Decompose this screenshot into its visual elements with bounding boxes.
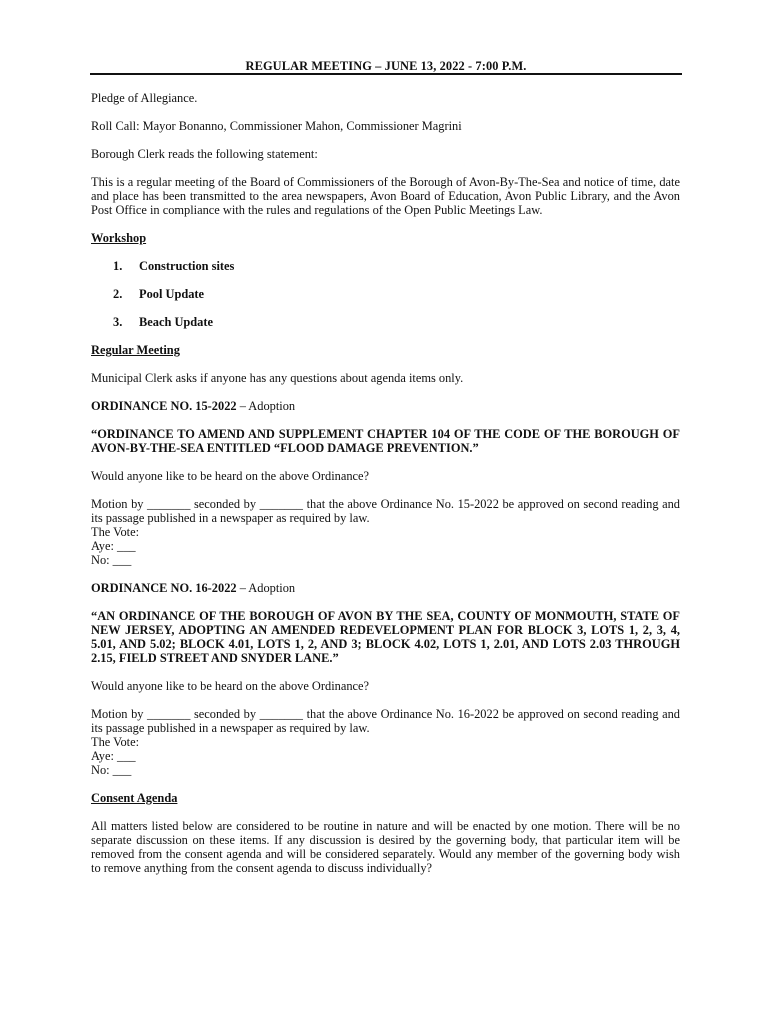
consent-agenda-heading: Consent Agenda xyxy=(91,791,178,805)
ordinance-15-motion: Motion by _______ seconded by _______ that the above Ordinance No. 15-2022 be approved on second reading and its passage published in a newspaper as required by law. xyxy=(91,497,680,525)
workshop-item xyxy=(113,315,680,329)
clerk-statement-intro: Borough Clerk reads the following statement: xyxy=(91,147,318,161)
opma-statement: This is a regular meeting of the Board of Commissioners of the Borough of Avon-By-The-Sea and notice of time, date and place has been transmitted to the area newspapers, Avon Board of Education, Avon Public Library, and the Avon Post Office in compliance with the rules and regulations of the Open Public Meetings Law. xyxy=(91,175,680,217)
ordinance-16-vote: The Vote: xyxy=(91,735,140,749)
ordinance-16-action: – Adoption xyxy=(236,581,296,595)
pledge-text: Pledge of Allegiance. xyxy=(91,91,198,105)
workshop-item-text: Pool Update xyxy=(139,287,205,301)
workshop-heading: Workshop xyxy=(91,231,147,245)
workshop-item xyxy=(113,259,680,273)
workshop-item-number: 1. xyxy=(113,259,123,273)
clerk-question-text: Municipal Clerk asks if anyone has any questions about agenda items only. xyxy=(91,371,464,385)
ordinance-16-number: ORDINANCE NO. 16-2022 xyxy=(91,581,237,595)
ordinance-16-title: “AN ORDINANCE OF THE BOROUGH OF AVON BY THE SEA, COUNTY OF MONMOUTH, STATE OF NEW JERSEY, ADOPTING AN AMENDED REDEVELOPMENT PLAN FOR BLOCK 3, LOTS 1, 2, 3, 4, 5.01, AND 5.02; BLOCK 4.01, LOTS 1, 2, AND 3; BLOCK 4.02, LOTS 1, 2.01, AND LOTS 2.03 THROUGH 2.15, FIELD STREET AND SNYDER LANE.” xyxy=(91,609,680,665)
header-rule xyxy=(90,73,682,75)
consent-agenda-text: All matters listed below are considered to be routine in nature and will be enacted by one motion. There will be no separate discussion on these items. If any discussion is desired by the governing body, that particular item will be removed from the consent agenda and will be considered separately. Would any member of the governing body wish to remove anything from the consent agenda to discuss individually? xyxy=(91,819,680,875)
ordinance-16-aye: Aye: ___ xyxy=(91,749,136,763)
ordinance-15-question: Would anyone like to be heard on the above Ordinance? xyxy=(91,469,370,483)
ordinance-15-action: – Adoption xyxy=(236,399,296,413)
workshop-item-text: Construction sites xyxy=(139,259,235,273)
ordinance-15-title: “ORDINANCE TO AMEND AND SUPPLEMENT CHAPTER 104 OF THE CODE OF THE BOROUGH OF AVON-BY-THE-SEA ENTITLED “FLOOD DAMAGE PREVENTION.” xyxy=(91,427,680,455)
ordinance-15-heading xyxy=(91,399,680,413)
workshop-item-text: Beach Update xyxy=(139,315,213,329)
ordinance-15-no: No: ___ xyxy=(91,553,132,567)
ordinance-15-vote: The Vote: xyxy=(91,525,140,539)
workshop-item xyxy=(113,287,680,301)
document-body xyxy=(91,91,680,875)
ordinance-15-number: ORDINANCE NO. 15-2022 xyxy=(91,399,237,413)
ordinance-15-aye: Aye: ___ xyxy=(91,539,136,553)
workshop-item-number: 3. xyxy=(113,315,123,329)
ordinance-16-heading xyxy=(91,581,680,595)
ordinance-16-question: Would anyone like to be heard on the above Ordinance? xyxy=(91,679,370,693)
workshop-item-number: 2. xyxy=(113,287,123,301)
meeting-header: REGULAR MEETING – JUNE 13, 2022 - 7:00 P.M. xyxy=(245,59,527,73)
ordinance-16-motion: Motion by _______ seconded by _______ that the above Ordinance No. 16-2022 be approved on second reading and its passage published in a newspaper as required by law. xyxy=(91,707,680,735)
ordinance-16-no: No: ___ xyxy=(91,763,132,777)
regular-meeting-heading: Regular Meeting xyxy=(91,343,180,357)
roll-call-text: Roll Call: Mayor Bonanno, Commissioner Mahon, Commissioner Magrini xyxy=(91,119,462,133)
